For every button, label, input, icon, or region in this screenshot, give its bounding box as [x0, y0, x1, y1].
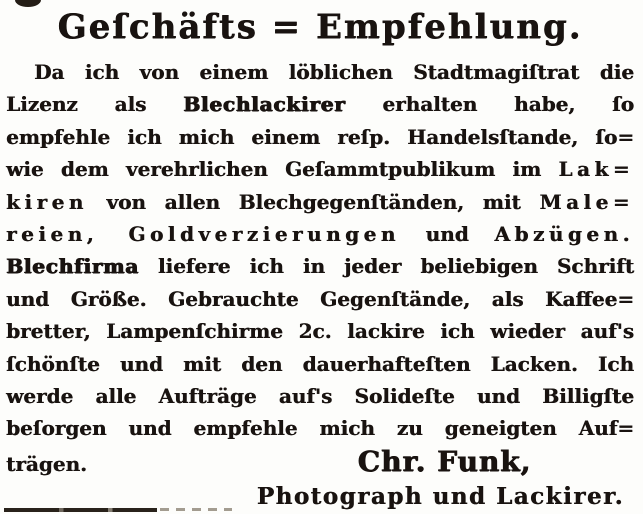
body-line [6, 56, 634, 88]
body-text: ſchönſte und mit den dauerhafteſten Lacken. Ich [6, 351, 634, 376]
spaced-text: reien, Goldverzierungen [6, 222, 400, 247]
signature-role: Photograph und Lackirer. [256, 482, 624, 510]
body-line [6, 186, 634, 218]
body-line [6, 250, 634, 282]
ad-body [6, 56, 634, 513]
ad-title: Geſchäfts = Empfehlung. [57, 7, 583, 47]
body-line [6, 88, 634, 120]
spaced-text: Lak= [558, 157, 634, 182]
bottom-rule [4, 508, 157, 512]
body-text: Lizenz als [6, 92, 184, 117]
body-text: wie dem verehrlichen Geſammtpublikum im [6, 157, 559, 182]
body-line [6, 380, 634, 412]
spaced-text: Male= [539, 189, 634, 214]
body-line [6, 315, 634, 347]
body-text: werde alle Aufträge auf's Solideſte und Billigſte [6, 384, 634, 409]
display-word: Blechlackirer [183, 92, 346, 117]
body-line [6, 121, 634, 153]
signature-row [6, 445, 634, 481]
body-text: von allen Blechgegenſtänden, mit [87, 189, 540, 214]
spaced-text: kiren [6, 189, 88, 214]
body-line [6, 218, 634, 250]
body-line [6, 412, 634, 444]
body-text: liefere ich in jeder beliebigen Schrift [138, 254, 634, 279]
body-text: und Größe. Gebrauchte Gegenſtände, als Kaffee= [6, 286, 634, 311]
body-text: bretter, Lampenſchirme 2c. lackire ich wieder auf's [6, 319, 634, 344]
body-text: erhalten habe, ſo [345, 92, 634, 117]
body-line [6, 283, 634, 315]
bottom-rule-faint [160, 508, 232, 511]
body-line [6, 348, 634, 380]
body-line [6, 153, 634, 185]
body-text: empfehle ich mich einem reſp. Handelsſtande, ſo= [6, 124, 634, 149]
closing-word: trägen. [6, 451, 87, 476]
body-text: Da ich von einem löblichen Stadtmagiſtrat die [34, 60, 634, 84]
display-word: Blechfirma [6, 254, 139, 279]
spaced-text: Abzügen. [494, 222, 634, 247]
body-text: und [399, 222, 495, 247]
body-text: beſorgen und empfehle mich zu geneigten Auf= [6, 416, 634, 441]
signature-name: Chr. Funk, [357, 444, 531, 478]
